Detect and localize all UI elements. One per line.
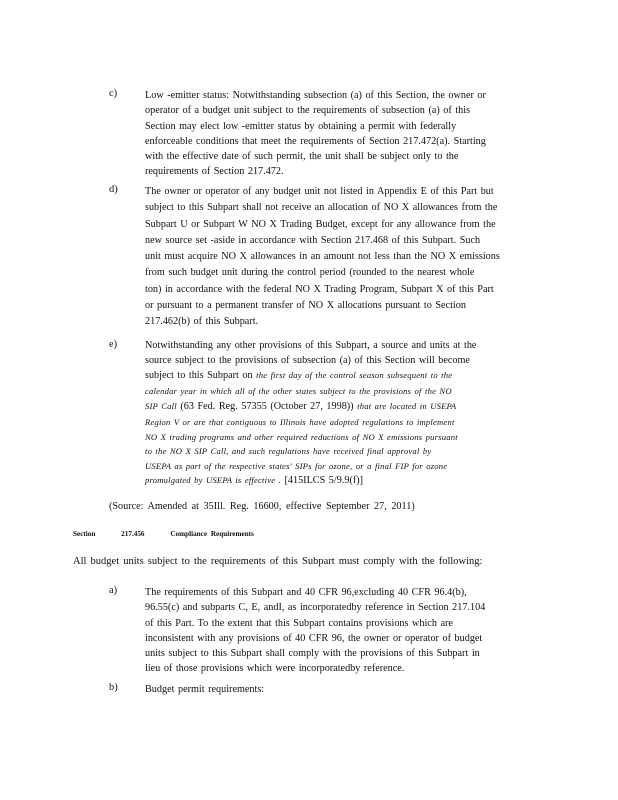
- list-marker: b): [109, 682, 118, 693]
- text-run: subject to this Subpart on: [145, 370, 253, 382]
- section-title: Compliance Requirements: [170, 530, 254, 538]
- text-line: units subject to this Subpart shall comply with the provisions of this Subpart in: [145, 648, 480, 660]
- text-line: lieu of those provisions which were incorporatedby reference.: [145, 663, 405, 675]
- text-line: Low -emitter status: Notwithstanding subsection (a) of this Section, the owner or: [145, 90, 486, 101]
- text-line: of this Part. To the extent that this Subpart contains provisions which are: [145, 617, 453, 629]
- paragraph-a: [145, 585, 537, 677]
- section-number: 217.456: [121, 530, 145, 538]
- text-line: Section may elect low -emitter status by obtaining a permit with federally: [145, 120, 457, 132]
- section-label: Section: [73, 530, 96, 538]
- text-line: enforceable conditions that meet the requirements of Section 217.472(a). Starting: [145, 135, 486, 147]
- list-marker: a): [109, 585, 118, 596]
- text-line: [145, 399, 537, 415]
- text-line: new source set -aside in accordance with Section 217.468 of this Subpart. Such: [145, 234, 481, 246]
- text-line: operator of a budget unit subject to the requirements of subsection (a) of this: [145, 105, 471, 117]
- paragraph-e: [145, 339, 537, 489]
- paragraph-b: [145, 682, 537, 697]
- text-line: inconsistent with any provisions of 40 CFR 96, the owner or operator of budget: [145, 632, 483, 644]
- text-line: 96.55(c) and subparts C, E, andI, as incorporatedby reference in Section 217.104: [145, 602, 486, 614]
- list-marker: e): [109, 339, 118, 350]
- italic-run: the first day of the control season subsequent to the: [256, 370, 453, 381]
- text-line: The requirements of this Subpart and 40 CFR 96,excluding 40 CFR 96.4(b),: [145, 587, 467, 598]
- text-line: [145, 473, 537, 489]
- source-note: (Source: Amended at 35Ill. Reg. 16600, effective September 27, 2011): [109, 501, 415, 512]
- text-line: with the effective date of such permit, the unit shall be subject only to the: [145, 151, 459, 163]
- text-line: or pursuant to a permanent transfer of NO X allocations pursuant to Section: [145, 300, 466, 312]
- text-line: from such budget unit during the control period (rounded to the nearest whole: [145, 267, 475, 279]
- italic-run: promulgated by USEPA is effective .: [145, 475, 281, 486]
- text-line: Budget permit requirements:: [145, 684, 265, 695]
- italic-line: USEPA as part of the respective states' SIPs for ozone, or a final FIP for ozone: [145, 460, 448, 471]
- text-line: subject to this Subpart shall not receive an allocation of NO X allowances from the: [145, 202, 498, 214]
- list-marker: c): [109, 88, 118, 99]
- paragraph-c: [145, 88, 537, 180]
- text-line: source subject to the provisions of subsection (a) of this Section will become: [145, 354, 470, 366]
- text-line: The owner or operator of any budget unit not listed in Appendix E of this Part but: [145, 186, 494, 197]
- italic-run: calendar year in which all of the other states subject to the provisions of the NO: [145, 385, 452, 396]
- italic-line: Region V or are that contiguous to Illinois have adopted regulations to implement: [145, 416, 455, 427]
- text-line: Subpart U or Subpart W NO X Trading Budget, except for any allowance from the: [145, 218, 496, 230]
- statute-citation: [415ILCS 5/9.9(f)]: [284, 475, 364, 487]
- list-marker: d): [109, 184, 118, 195]
- italic-run: SIP Call: [145, 401, 177, 412]
- text-line: requirements of Section 217.472.: [145, 166, 284, 178]
- text-line: [145, 384, 537, 400]
- italic-line: to the NO X SIP Call, and such regulations have received final approval by: [145, 446, 432, 457]
- italic-line: NO X trading programs and other required reductions of NO X emissions pursuant: [145, 431, 458, 442]
- text-line: Notwithstanding any other provisions of this Subpart, a source and units at the: [145, 340, 477, 351]
- intro-paragraph: All budget units subject to the requirements of this Subpart must comply with the following:: [73, 556, 483, 567]
- text-line: ton) in accordance with the federal NO X Trading Program, Subpart X of this Part: [145, 283, 494, 295]
- text-line: 217.462(b) of this Subpart.: [145, 316, 259, 328]
- text-line: [145, 368, 537, 384]
- italic-run: that are located in USEPA: [357, 401, 457, 412]
- paragraph-d: [145, 184, 537, 331]
- text-line: unit must acquire NO X allowances in an amount not less than the NO X emissions: [145, 251, 500, 263]
- section-heading: [73, 530, 276, 538]
- text-run: (63 Fed. Reg. 57355 (October 27, 1998)): [180, 401, 354, 413]
